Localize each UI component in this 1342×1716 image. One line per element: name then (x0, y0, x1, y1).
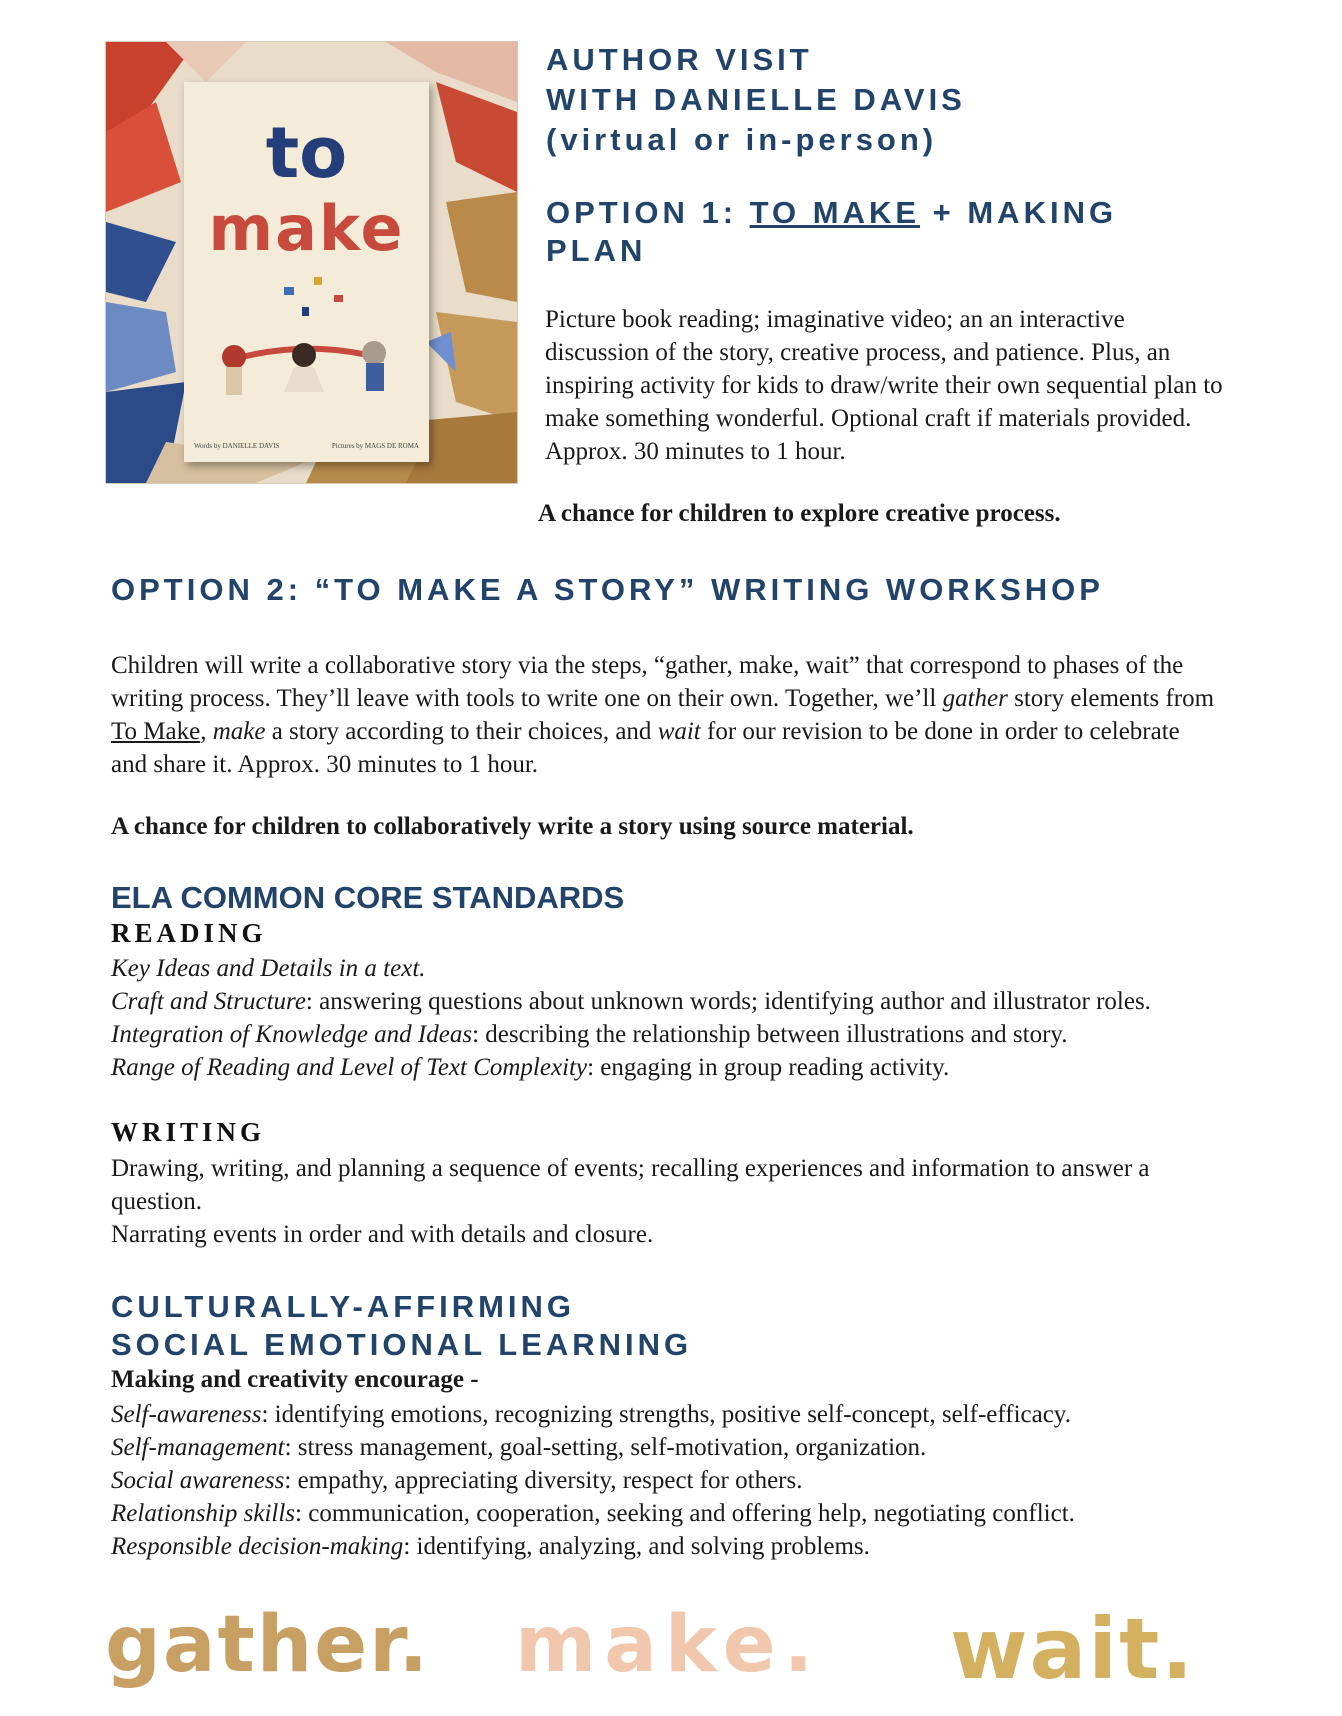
sel-title-line2: SOCIAL EMOTIONAL LEARNING (111, 1327, 693, 1362)
sel-item-text: : stress management, goal-setting, self-motivation, organization. (284, 1434, 927, 1461)
sel-item-text: : empathy, appreciating diversity, respect for others. (284, 1467, 803, 1494)
option1-prefix: OPTION 1: (546, 195, 750, 230)
sel-item-text: : identifying emotions, recognizing strengths, positive self-concept, self-efficacy. (261, 1401, 1071, 1428)
sel-title-line1: CULTURALLY-AFFIRMING (111, 1289, 576, 1324)
sel-item (111, 1530, 1221, 1563)
sel-item-label: Responsible decision-making (111, 1533, 404, 1560)
page-title (546, 40, 966, 160)
option2-desc-text-5: for our revision to be done in order to celebrate and share it. Approx. 30 minutes to 1 hour. (111, 718, 1180, 778)
footer-word-gather: gather. (105, 1600, 431, 1690)
reading-item-label: Integration of Knowledge and Ideas (111, 1021, 473, 1048)
title-line-format: (virtual or in-person) (546, 122, 938, 157)
option2-description (111, 649, 1221, 781)
title-line-author-name: WITH DANIELLE DAVIS (546, 82, 966, 117)
ela-heading: ELA COMMON CORE STANDARDS (111, 880, 625, 915)
reading-item-label: Key Ideas and Details in a text. (111, 955, 426, 982)
book-front (184, 82, 429, 462)
option2-desc-make: make (212, 718, 266, 745)
reading-item-text: : engaging in group reading activity. (587, 1054, 950, 1081)
cover-author-credit: Words by DANIELLE DAVIS (194, 442, 280, 450)
option2-desc-gather: gather (942, 685, 1008, 712)
option1-line2: PLAN (546, 233, 647, 268)
sel-item-text: : identifying, analyzing, and solving problems. (403, 1533, 870, 1560)
reading-item (111, 1018, 1221, 1051)
reading-item-label: Range of Reading and Level of Text Complexity (111, 1054, 588, 1081)
sel-item-label: Relationship skills (111, 1500, 296, 1527)
sel-intro: Making and creativity encourage - (111, 1366, 479, 1393)
sel-item-label: Self-awareness (111, 1401, 262, 1428)
reading-item-label: Craft and Structure (111, 988, 306, 1015)
reading-item (111, 985, 1221, 1018)
option2-desc-wait: wait (657, 718, 701, 745)
sel-item-label: Social awareness (111, 1467, 285, 1494)
cover-illustrator-credit: Pictures by MAGS DE ROMA (331, 442, 419, 450)
footer-word-wait: wait. (950, 1600, 1196, 1698)
option1-description: Picture book reading; imaginative video; an an interactive discussion of the story, creative process, and patience. Plus, an inspiring activity for kids to draw/write their own sequential plan to make something wonderful. Optional craft if materials provided. Approx. 30 minutes to 1 hour. (545, 306, 1223, 465)
sel-heading (111, 1288, 692, 1364)
writing-list (111, 1152, 1221, 1251)
option2-tagline: A chance for children to collaboratively write a story using source material. (111, 813, 914, 840)
reading-list (111, 952, 1221, 1084)
writing-item: Narrating events in order and with details and closure. (111, 1221, 654, 1248)
footer-word-make: make. (515, 1600, 822, 1690)
cover-children-illustration (184, 267, 429, 437)
sel-item-text: : communication, cooperation, seeking and offering help, negotiating conflict. (295, 1500, 1075, 1527)
sel-list (111, 1398, 1221, 1563)
option1-heading (546, 194, 1117, 270)
option2-desc-text-3: , (200, 718, 213, 745)
sel-item (111, 1431, 1221, 1464)
reading-item (111, 952, 1221, 985)
cover-title-to: to (265, 112, 348, 194)
sel-item (111, 1464, 1221, 1497)
book-cover-image (105, 41, 518, 484)
option2-desc-text-4: a story according to their choices, and (265, 718, 658, 745)
writing-item: Drawing, writing, and planning a sequence of events; recalling experiences and information to answer a question. (111, 1155, 1150, 1215)
sel-item-label: Self-management (111, 1434, 285, 1461)
option1-suffix: + MAKING (920, 195, 1118, 230)
cover-credits (194, 442, 419, 450)
title-line-author-visit: AUTHOR VISIT (546, 42, 813, 77)
writing-heading: WRITING (111, 1117, 266, 1147)
cover-title-make: make (208, 192, 405, 265)
sel-item (111, 1398, 1221, 1431)
option1-tagline: A chance for children to explore creative process. (538, 500, 1061, 527)
reading-item-text: : describing the relationship between illustrations and story. (472, 1021, 1068, 1048)
option2-desc-text-1: Children will write a collaborative story via the steps, “gather, make, wait” that correspond to phases of the writing process. They’ll leave with tools to write one on their own. Together, we’ll (111, 652, 1184, 712)
reading-item (111, 1051, 1221, 1084)
option2-heading: OPTION 2: “TO MAKE A STORY” WRITING WORKSHOP (111, 572, 1104, 607)
option2-desc-book: To Make (111, 718, 201, 745)
option1-book-title: TO MAKE (749, 195, 921, 230)
reading-item-text: : answering questions about unknown words; identifying author and illustrator roles. (305, 988, 1151, 1015)
sel-item (111, 1497, 1221, 1530)
reading-heading: READING (111, 918, 267, 948)
option2-desc-text-2: story elements from (1007, 685, 1215, 712)
